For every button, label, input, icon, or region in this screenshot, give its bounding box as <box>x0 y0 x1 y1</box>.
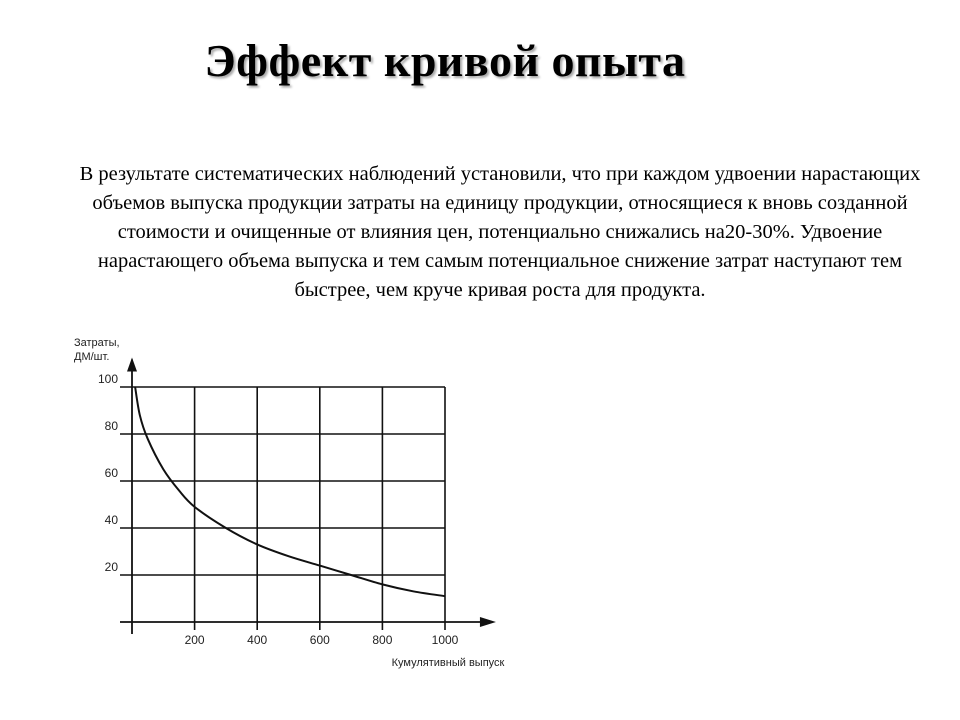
y-axis-label-line: ДМ/шт. <box>74 351 110 363</box>
slide-title: Эффект кривой опыта <box>204 35 686 86</box>
y-tick-label: 80 <box>104 419 118 433</box>
y-tick-label: 20 <box>104 560 118 574</box>
chart-series <box>135 387 445 596</box>
experience-curve-chart <box>40 330 560 680</box>
y-axis-label-line: Затраты, <box>74 337 120 349</box>
chart-grid <box>120 387 445 630</box>
y-tick-label: 100 <box>97 372 118 386</box>
x-tick-label: 400 <box>247 633 268 647</box>
y-tick-label: 40 <box>104 513 118 527</box>
x-tick-label: 200 <box>184 633 205 647</box>
y-axis-label <box>74 337 120 363</box>
chart-svg <box>40 330 560 680</box>
x-tick-label: 600 <box>309 633 330 647</box>
x-axis-label: Кумулятивный выпуск <box>391 657 505 669</box>
experience-curve-line <box>135 387 445 596</box>
y-axis-arrow <box>127 358 137 372</box>
x-tick-label: 800 <box>372 633 393 647</box>
slide-body-text: В результате систематических наблюдений установили, что при каждом удвоении нарастающих объемов выпуска продукции затраты на единицу продукции, относящиеся к вновь созданной стоимости и очищенные от влияния цен, потенциально снижались на20-30%. Удвоение нарастающего объема выпуска и тем самым потенциальное снижение затрат наступают тем быстрее, чем круче кривая роста для продукта. <box>79 163 921 301</box>
x-tick-label: 1000 <box>431 633 459 647</box>
x-axis-arrow <box>480 617 496 627</box>
y-tick-label: 60 <box>104 466 118 480</box>
chart-axes <box>120 358 496 635</box>
